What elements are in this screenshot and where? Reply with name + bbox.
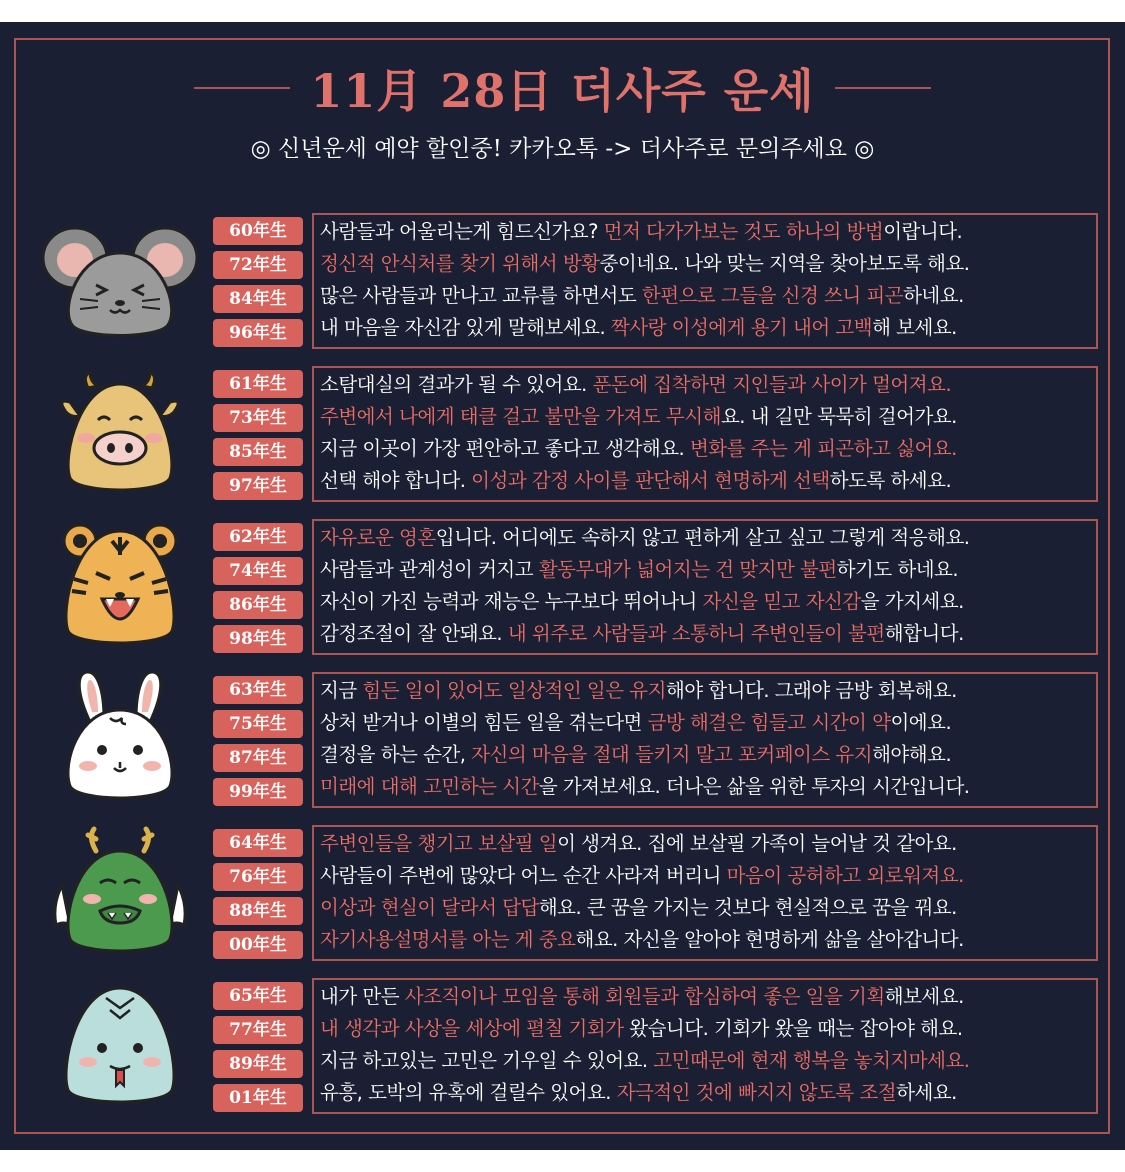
fortune-highlight: 자신의 마음을 절대 들키지 말고 포커페이스 유지 <box>471 743 873 766</box>
fortune-line <box>320 618 1092 650</box>
fortune-text: 을 가지세요. <box>860 590 964 613</box>
snake-icon <box>40 978 200 1116</box>
birth-year-badge: 74年生 <box>213 557 303 585</box>
fortune-line <box>320 1077 1092 1109</box>
rat-icon <box>40 213 200 351</box>
fortune-text: 해합니다. <box>884 622 964 645</box>
fortune-line <box>320 248 1092 280</box>
fortune-line <box>320 216 1092 248</box>
fortune-line <box>320 280 1092 312</box>
birth-year-badge: 89年生 <box>213 1050 303 1078</box>
fortune-text: 해요. 큰 꿈을 가지는 것보다 현실적으로 꿈을 꿔요. <box>538 896 957 919</box>
dragon-icon <box>40 825 200 963</box>
birth-year-badge: 60年生 <box>213 217 303 245</box>
fortune-line <box>320 924 1092 956</box>
fortune-line <box>320 1013 1092 1045</box>
birth-year-list <box>213 217 303 353</box>
fortune-highlight: 사조직이나 모임을 통해 회원들과 합심하여 좋은 일을 기획 <box>404 985 885 1008</box>
fortune-text: 결정을 하는 순간, <box>320 743 472 766</box>
fortune-text: 지금 하고있는 고민은 기우일 수 있어요. <box>320 1049 654 1072</box>
fortune-text: 왔습니다. 기회가 왔을 때는 잡아야 해요. <box>623 1017 963 1040</box>
fortune-text-box <box>312 978 1098 1114</box>
title-divider-right <box>835 87 931 89</box>
fortune-text: 하세요. <box>896 1081 957 1104</box>
fortune-text: 지금 이곳이 가장 편안하고 좋다고 생각해요. <box>320 437 690 460</box>
fortune-row-tiger <box>0 519 1125 657</box>
fortune-text-box <box>312 825 1098 961</box>
birth-year-badge: 98年生 <box>213 625 303 653</box>
fortune-highlight: 정신적 안식처를 찾기 위해서 방황 <box>320 252 600 275</box>
fortune-text: 사람들과 어울리는게 힘드신가요? <box>320 220 604 243</box>
fortune-highlight: 내 위주로 사람들과 소통하니 주변인들이 불편 <box>507 622 885 645</box>
fortune-line <box>320 465 1092 497</box>
fortune-text-box <box>312 213 1098 349</box>
fortune-text: 유흥, 도박의 유혹에 걸릴수 있어요. <box>320 1081 617 1104</box>
fortune-row-dragon <box>0 825 1125 963</box>
fortune-text: 감정조절이 잘 안돼요. <box>320 622 508 645</box>
fortune-text: 해야 합니다. 그래야 금방 회복해요. <box>665 679 957 702</box>
birth-year-badge: 97年生 <box>213 472 303 500</box>
fortune-highlight: 푼돈에 집착하면 지인들과 사이가 멀어져요. <box>592 373 952 396</box>
fortune-text: 하기도 하네요. <box>836 558 959 581</box>
birth-year-list <box>213 370 303 506</box>
birth-year-list <box>213 829 303 965</box>
fortune-highlight: 한편으로 그들을 신경 쓰니 피곤 <box>641 284 904 307</box>
fortune-line <box>320 828 1092 860</box>
fortune-text: 요. 내 길만 묵묵히 걸어가요. <box>720 405 957 428</box>
fortune-text-box <box>312 519 1098 655</box>
title-row <box>0 58 1125 118</box>
rabbit-icon <box>40 672 200 810</box>
fortune-text: 상처 받거나 이별의 힘든 일을 겪는다면 <box>320 711 648 734</box>
fortune-highlight: 금방 해결은 힘들고 시간이 약 <box>647 711 891 734</box>
birth-year-badge: 76年生 <box>213 863 303 891</box>
fortune-line <box>320 771 1092 803</box>
fortune-highlight: 자유로운 영혼 <box>320 526 436 549</box>
title-divider-left <box>194 87 290 89</box>
fortune-line <box>320 312 1092 344</box>
fortune-text: 지금 <box>320 679 363 702</box>
fortune-text: 이 생겨요. 집에 보살필 가족이 늘어날 것 같아요. <box>557 832 957 855</box>
fortune-line <box>320 433 1092 465</box>
fortune-highlight: 활동무대가 넓어지는 건 맞지만 불편 <box>538 558 837 581</box>
page-title: 11月 28日 더사주 운세 <box>310 64 815 118</box>
birth-year-badge: 77年生 <box>213 1016 303 1044</box>
fortune-highlight: 이상과 현실이 달라서 답답 <box>320 896 539 919</box>
fortune-row-ox <box>0 366 1125 504</box>
fortune-line <box>320 707 1092 739</box>
fortune-text: 내 마음을 자신감 있게 말해보세요. <box>320 316 611 339</box>
fortune-line <box>320 675 1092 707</box>
birth-year-badge: 62年生 <box>213 523 303 551</box>
fortune-highlight: 고민때문에 현재 행복을 놓치지마세요. <box>653 1049 970 1072</box>
fortune-highlight: 짝사랑 이성에게 용기 내어 고백 <box>610 316 873 339</box>
fortune-text: 해 보세요. <box>872 316 957 339</box>
fortune-line <box>320 1045 1092 1077</box>
birth-year-badge: 96年生 <box>213 319 303 347</box>
fortune-line <box>320 522 1092 554</box>
tiger-icon <box>40 519 200 657</box>
fortune-text: 자신이 가진 능력과 재능은 누구보다 뛰어나니 <box>320 590 703 613</box>
fortune-highlight: 자신을 믿고 자신감 <box>702 590 861 613</box>
fortune-text-box <box>312 366 1098 502</box>
birth-year-list <box>213 523 303 659</box>
fortune-line <box>320 401 1092 433</box>
fortune-highlight: 힘든 일이 있어도 일상적인 일은 유지 <box>362 679 666 702</box>
promo-subtitle: ◎ 신년운세 예약 할인중! 카카오톡 -> 더사주로 문의주세요 ◎ <box>250 136 875 162</box>
fortune-highlight: 주변에서 나에게 태클 걸고 불만을 가져도 무시해 <box>320 405 721 428</box>
fortune-text: 해야해요. <box>872 743 952 766</box>
birth-year-badge: 84年生 <box>213 285 303 313</box>
birth-year-badge: 99年生 <box>213 778 303 806</box>
fortune-row-snake <box>0 978 1125 1116</box>
birth-year-badge: 65年生 <box>213 982 303 1010</box>
fortune-text: 많은 사람들과 만나고 교류를 하면서도 <box>320 284 642 307</box>
fortune-text: 해보세요. <box>884 985 964 1008</box>
birth-year-badge: 00年生 <box>213 931 303 959</box>
fortune-text: 해요. 자신을 알아야 현명하게 삶을 살아갑니다. <box>575 928 964 951</box>
birth-year-list <box>213 676 303 812</box>
fortune-line <box>320 892 1092 924</box>
birth-year-badge: 75年生 <box>213 710 303 738</box>
fortune-row-rabbit <box>0 672 1125 810</box>
birth-year-badge: 85年生 <box>213 438 303 466</box>
fortune-highlight: 자기사용설명서를 아는 게 중요 <box>320 928 576 951</box>
birth-year-badge: 72年生 <box>213 251 303 279</box>
fortune-text: 사람들과 관계성이 커지고 <box>320 558 539 581</box>
fortune-text-box <box>312 672 1098 808</box>
fortune-line <box>320 554 1092 586</box>
fortune-text: 입니다. 어디에도 속하지 않고 편하게 살고 싶고 그렇게 적응해요. <box>435 526 970 549</box>
birth-year-badge: 01年生 <box>213 1084 303 1112</box>
fortune-line <box>320 860 1092 892</box>
fortune-highlight: 내 생각과 사상을 세상에 펼칠 기회가 <box>320 1017 624 1040</box>
birth-year-badge: 63年生 <box>213 676 303 704</box>
fortune-line <box>320 981 1092 1013</box>
birth-year-badge: 87年生 <box>213 744 303 772</box>
birth-year-list <box>213 982 303 1118</box>
fortune-text: 을 가져보세요. 더나은 삶을 위한 투자의 시간입니다. <box>538 775 970 798</box>
fortune-highlight: 미래에 대해 고민하는 시간 <box>320 775 539 798</box>
fortune-highlight: 마음이 공허하고 외로워져요. <box>726 864 964 887</box>
fortune-row-rat <box>0 213 1125 351</box>
fortune-text: 이에요. <box>890 711 952 734</box>
fortune-highlight: 먼저 다가가보는 것도 하나의 방법 <box>603 220 884 243</box>
fortune-highlight: 자극적인 것에 빠지지 않도록 조절 <box>616 1081 897 1104</box>
fortune-text: 내가 만든 <box>320 985 405 1008</box>
birth-year-badge: 61年生 <box>213 370 303 398</box>
fortune-text: 소탐대실의 결과가 될 수 있어요. <box>320 373 593 396</box>
fortune-text: 중이네요. 나와 맞는 지역을 찾아보도록 해요. <box>599 252 970 275</box>
fortune-text: 이랍니다. <box>883 220 963 243</box>
fortune-line <box>320 739 1092 771</box>
fortune-text: 하도록 하세요. <box>829 469 952 492</box>
fortune-highlight: 변화를 주는 게 피곤하고 싫어요. <box>689 437 957 460</box>
fortune-text: 선택 해야 합니다. <box>320 469 472 492</box>
birth-year-badge: 86年生 <box>213 591 303 619</box>
birth-year-badge: 64年生 <box>213 829 303 857</box>
fortune-text: 하네요. <box>903 284 964 307</box>
birth-year-badge: 73年生 <box>213 404 303 432</box>
birth-year-badge: 88年生 <box>213 897 303 925</box>
fortune-text: 사람들이 주변에 많았다 어느 순간 사라져 버리니 <box>320 864 727 887</box>
fortune-highlight: 이성과 감정 사이를 판단해서 현명하게 선택 <box>471 469 830 492</box>
fortune-line <box>320 586 1092 618</box>
fortune-line <box>320 369 1092 401</box>
ox-icon <box>40 366 200 504</box>
fortune-highlight: 주변인들을 챙기고 보살필 일 <box>320 832 558 855</box>
